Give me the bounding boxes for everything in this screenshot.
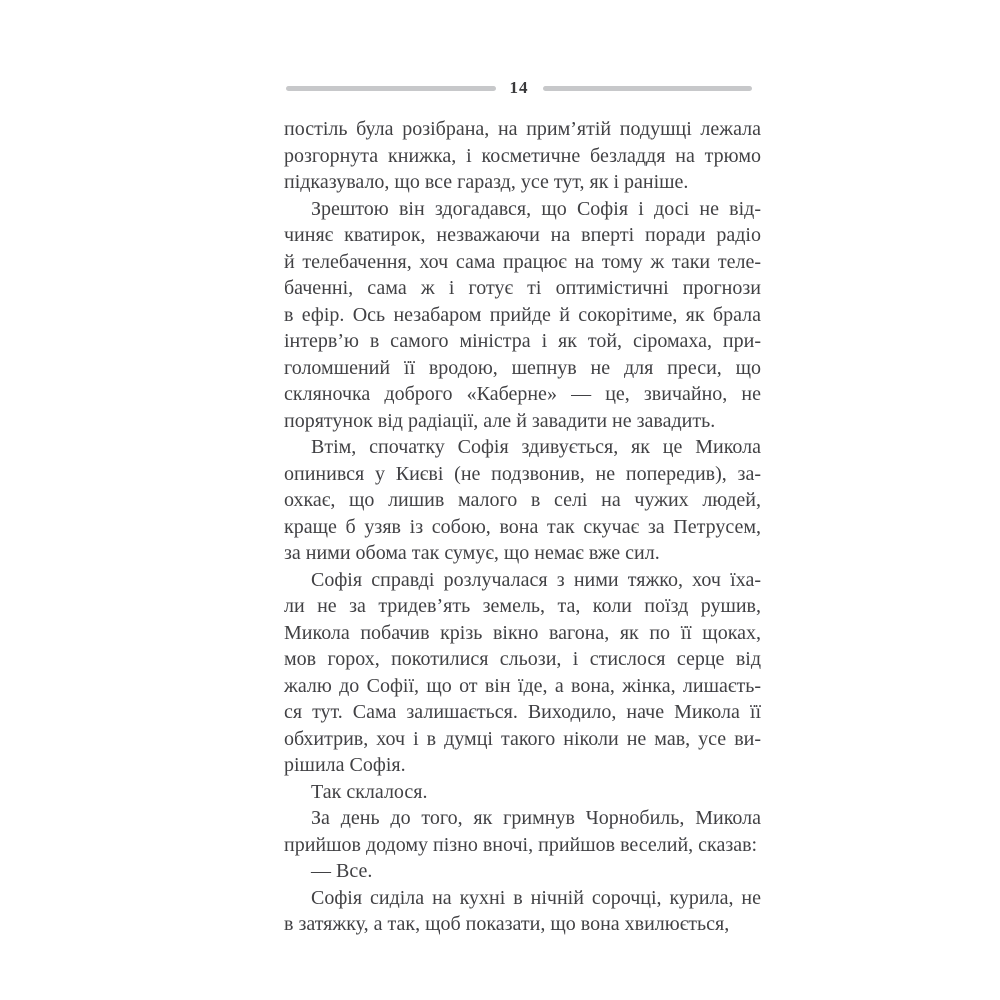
text-line: чиняє кватирок, незважаючи на вперті поради радіо — [284, 224, 761, 246]
paragraph — [284, 196, 761, 435]
paragraph — [284, 858, 761, 885]
paragraph — [284, 567, 761, 779]
text-line: Так склалося. — [311, 780, 428, 803]
text-line: Софія сиділа на кухні в нічній сорочці, курила, не — [311, 886, 761, 909]
text-line: рішила Софія. — [284, 754, 406, 776]
text-line: За день до того, як гримнув Чорнобиль, Микола — [311, 807, 761, 829]
text-line: краще б узяв із собою, вона так скучає за Петрусем, — [284, 515, 761, 538]
paragraph — [284, 779, 761, 806]
text-line: в затяжку, а так, щоб показати, що вона хвилюється, — [284, 913, 730, 935]
text-line: Софія справді розлучалася з ними тяжко, хоч їха- — [311, 568, 761, 591]
text-line: Микола побачив крізь вікно вагона, як по її щоках, — [284, 621, 761, 644]
text-line: мов горох, покотилися сльози, і стислося серце від — [284, 648, 761, 670]
text-line: жалю до Софії, що от він їде, а вона, жінка, лишаєть- — [284, 674, 761, 697]
text-line: — Все. — [311, 860, 373, 882]
text-line: скляночка доброго «Каберне» — це, звичайно, не — [284, 383, 761, 405]
text-line: баченні, сама ж і готує ті оптимістичні прогнози — [284, 277, 761, 299]
text-line: за ними обома так сумує, що немає вже сил. — [284, 542, 660, 564]
text-line: розгорнута книжка, і косметичне безладдя на трюмо — [284, 144, 761, 167]
header-rule-right — [543, 86, 753, 91]
text-line: Зрештою він здогадався, що Софія і досі не від- — [311, 197, 761, 220]
page-text — [284, 116, 761, 938]
text-line: охкає, що лишив малого в селі на чужих людей, — [284, 489, 761, 511]
paragraph — [284, 434, 761, 567]
paragraph — [284, 885, 761, 938]
header-rule-left — [286, 86, 496, 91]
paragraph — [284, 805, 761, 858]
text-line: порятунок від радіації, але й завадити не завадить. — [284, 409, 716, 432]
text-line: підказувало, що все гаразд, усе тут, як і раніше. — [284, 171, 689, 193]
text-line: інтерв’ю в самого міністра і як той, сіромаха, при- — [284, 330, 761, 352]
text-line: Втім, спочатку Софія здивується, як це Микола — [311, 436, 761, 458]
page-header — [286, 78, 752, 98]
text-line: прийшов додому пізно вночі, прийшов веселий, сказав: — [284, 833, 758, 856]
text-line: обхитрив, хоч і в думці такого ніколи не мав, усе ви- — [284, 727, 761, 750]
text-line: й телебачення, хоч сама працює на тому ж таки теле- — [284, 250, 761, 273]
paragraph — [284, 116, 761, 196]
text-line: ся тут. Сама залишається. Виходило, наче Микола її — [284, 701, 761, 723]
text-line: ли не за тридев’ять земель, та, коли поїзд рушив, — [284, 595, 761, 617]
text-line: постіль була розібрана, на прим’ятій подушці лежала — [284, 118, 761, 140]
text-line: опинився у Києві (не подзвонив, не попередив), за- — [284, 462, 761, 485]
page-number: 14 — [509, 77, 529, 97]
text-line: в ефір. Ось незабаром прийде й сокорітиме, як брала — [284, 303, 761, 326]
text-line: голомшений її вродою, шепнув не для преси, що — [284, 356, 761, 379]
